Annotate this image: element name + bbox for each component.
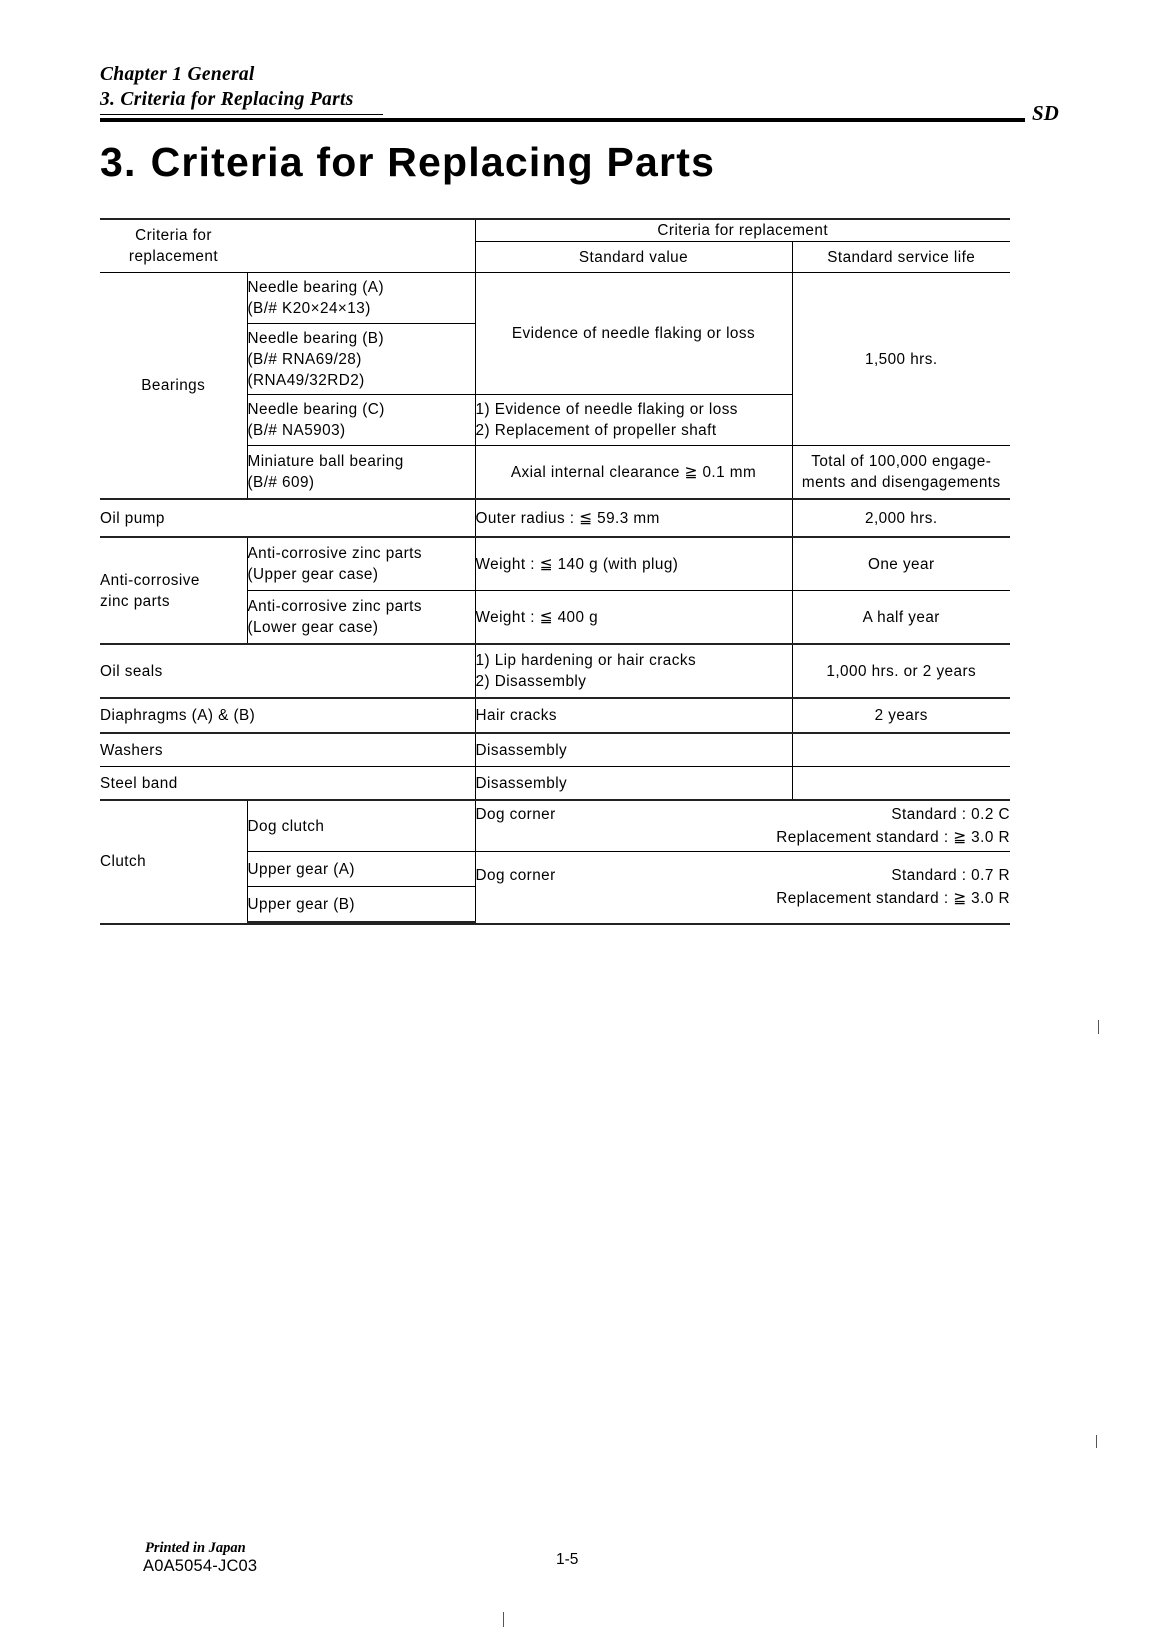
standard-value-needle-c <box>475 395 792 446</box>
header-rule-thick <box>100 118 1025 122</box>
standard-value-line-1: 1) Lip hardening or hair cracks <box>475 652 697 669</box>
group-label-anti-corrosive-zinc-parts <box>100 537 247 644</box>
criteria-table-wrapper <box>100 218 1010 925</box>
service-life-miniature-ball-bearing <box>792 446 1010 500</box>
service-life-line-1: Total of 100,000 engage- <box>811 453 992 470</box>
service-life-oil-pump: 2,000 hrs. <box>792 499 1010 537</box>
part-zinc-upper-gear-case <box>247 537 475 591</box>
service-life-line-2: ments and disengagements <box>801 474 1001 491</box>
service-life-oil-seals: 1,000 hrs. or 2 years <box>792 644 1010 698</box>
table-row <box>100 698 1010 733</box>
merged-value-upper-gear <box>475 852 1010 923</box>
part-upper-gear-a: Upper gear (A) <box>247 852 475 887</box>
standard-value-oil-pump: Outer radius : ≦ 59.3 mm <box>475 499 792 537</box>
footer-page-number: 1-5 <box>556 1551 579 1568</box>
service-life-needle-bearings: 1,500 hrs. <box>792 273 1010 446</box>
running-header <box>100 62 1080 112</box>
header-left-col: Criteria for replacement <box>100 219 247 273</box>
part-code: (B/# K20×24×13) <box>247 300 371 317</box>
merged-line-2: Replacement standard : ≧ 3.0 R <box>776 890 1010 907</box>
part-code: (B/# RNA69/28) <box>247 350 362 368</box>
standard-value-oil-seals <box>475 644 792 698</box>
group-label-washers: Washers <box>100 733 475 767</box>
standard-value-needle-ab: Evidence of needle flaking or loss <box>475 273 792 395</box>
service-life-zinc-lower: A half year <box>792 591 1010 645</box>
merged-line-2: Replacement standard : ≧ 3.0 R <box>776 829 1010 846</box>
part-name: Needle bearing (C) <box>247 401 385 418</box>
header-rule-thin <box>100 114 383 115</box>
part-needle-bearing-b <box>247 324 475 395</box>
part-code-alt: (RNA49/32RD2) <box>247 371 365 389</box>
standard-value-zinc-lower: Weight : ≦ 400 g <box>475 591 792 645</box>
merged-line-1: Standard : 0.7 R <box>891 867 1010 884</box>
header-right-group: Criteria for replacement <box>475 219 1010 242</box>
part-name: Needle bearing (A) <box>247 279 384 296</box>
table-row <box>100 644 1010 698</box>
part-name: Anti-corrosive zinc parts <box>247 598 422 615</box>
service-life-washers <box>792 733 1010 767</box>
standard-value-miniature-ball-bearing: Axial internal clearance ≧ 0.1 mm <box>475 446 792 500</box>
page-title-number: 3. <box>100 139 137 185</box>
standard-value-line-1: 1) Evidence of needle flaking or loss <box>475 401 738 418</box>
header-model-tag: SD <box>1032 101 1059 125</box>
header-chapter: Chapter 1 General <box>100 64 255 85</box>
merged-label: Dog corner <box>475 806 556 823</box>
standard-value-zinc-upper: Weight : ≦ 140 g (with plug) <box>475 537 792 591</box>
table-row <box>100 767 1010 801</box>
part-dog-clutch: Dog clutch <box>247 800 475 852</box>
merged-label: Dog corner <box>475 867 556 884</box>
part-code: (Upper gear case) <box>247 566 379 583</box>
group-label-line-2: zinc parts <box>100 592 170 610</box>
group-label-oil-seals: Oil seals <box>100 644 475 698</box>
table-row <box>100 537 1010 591</box>
table-row <box>100 499 1010 537</box>
table-row <box>100 800 1010 852</box>
page-title-text: Criteria for Replacing Parts <box>150 139 716 185</box>
page-title <box>100 139 715 186</box>
scan-artifact <box>503 1612 504 1627</box>
service-life-zinc-upper: One year <box>792 537 1010 591</box>
part-name: Miniature ball bearing <box>247 453 404 470</box>
merged-value-dog-clutch <box>475 800 1010 852</box>
group-label-steel-band: Steel band <box>100 767 475 801</box>
header-standard-value: Standard value <box>475 242 792 273</box>
part-miniature-ball-bearing <box>247 446 475 500</box>
group-label-line-1: Anti-corrosive <box>100 571 200 589</box>
table-bottom-rule-row <box>100 922 1010 924</box>
part-upper-gear-b: Upper gear (B) <box>247 887 475 923</box>
scan-artifact <box>1098 1020 1099 1034</box>
scan-artifact <box>1096 1435 1097 1448</box>
criteria-table <box>100 218 1010 925</box>
standard-value-line-2: 2) Replacement of propeller shaft <box>475 422 717 439</box>
table-row <box>100 733 1010 767</box>
part-zinc-lower-gear-case <box>247 591 475 645</box>
standard-value-washers: Disassembly <box>475 733 792 767</box>
part-code: (B/# NA5903) <box>247 422 346 439</box>
group-label-oil-pump: Oil pump <box>100 499 475 537</box>
header-section: 3. Criteria for Replacing Parts <box>100 89 354 110</box>
part-name: Anti-corrosive zinc parts <box>247 545 422 562</box>
part-code: (Lower gear case) <box>247 619 379 636</box>
part-code: (B/# 609) <box>247 474 315 491</box>
standard-value-diaphragms: Hair cracks <box>475 698 792 733</box>
service-life-steel-band <box>792 767 1010 801</box>
part-needle-bearing-a <box>247 273 475 324</box>
part-name: Needle bearing (B) <box>247 329 384 347</box>
header-standard-service-life: Standard service life <box>792 242 1010 273</box>
group-label-clutch: Clutch <box>100 800 247 922</box>
footer-document-code: A0A5054-JC03 <box>143 1557 258 1575</box>
table-header-row-1 <box>100 219 1010 242</box>
group-label-diaphragms: Diaphragms (A) & (B) <box>100 698 475 733</box>
table-row <box>100 273 1010 324</box>
header-left-col-spacer <box>247 219 475 273</box>
group-label-bearings: Bearings <box>100 273 247 500</box>
footer-printed-in-japan: Printed in Japan <box>145 1540 246 1556</box>
standard-value-steel-band: Disassembly <box>475 767 792 801</box>
standard-value-line-2: 2) Disassembly <box>475 673 587 690</box>
part-needle-bearing-c <box>247 395 475 446</box>
service-life-diaphragms: 2 years <box>792 698 1010 733</box>
merged-line-1: Standard : 0.2 C <box>891 806 1010 823</box>
